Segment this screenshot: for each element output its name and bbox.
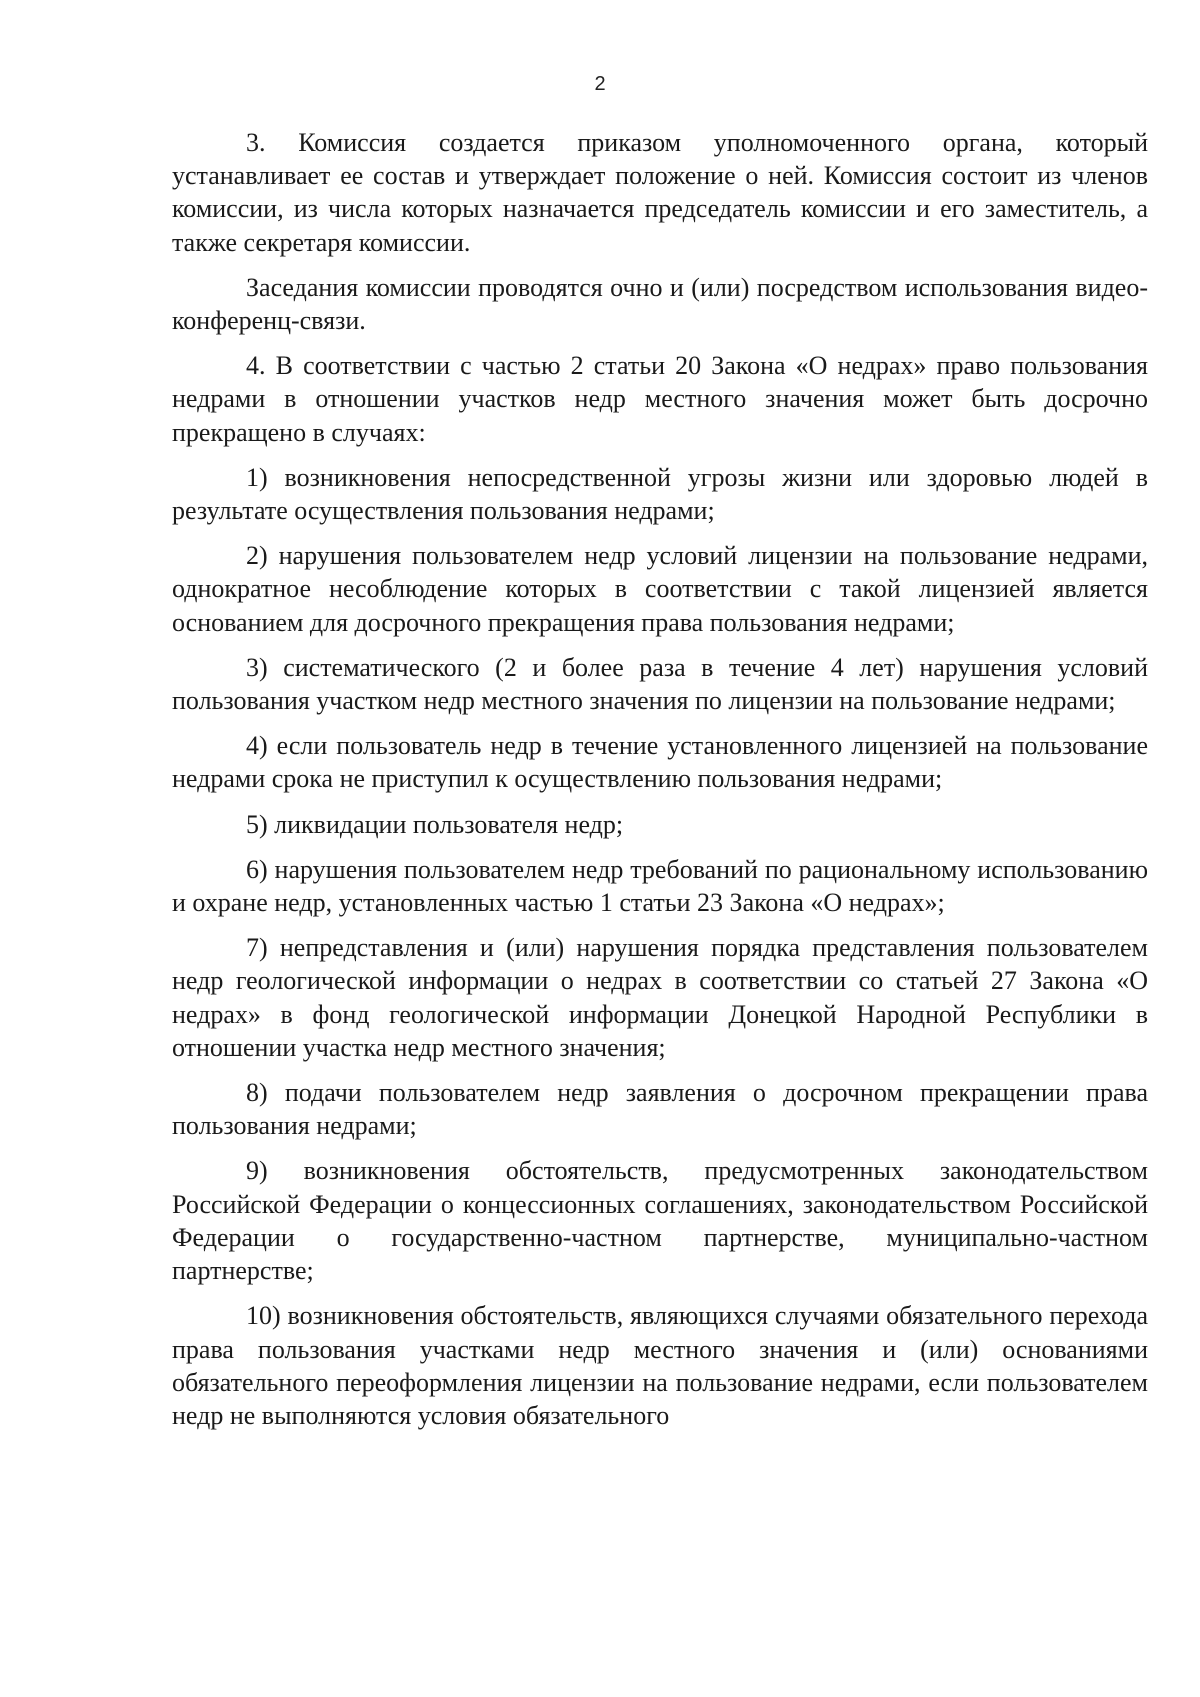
list-item-3: 3) систематического (2 и более раза в течение 4 лет) нарушения условий пользования участком недр местного значения по лицензии на пользование недрами;: [172, 652, 1148, 716]
paragraph-3: 3. Комиссия создается приказом уполномоченного органа, который устанавливает ее состав и утверждает положение о ней. Комиссия состоит из членов комиссии, из числа которых назначается председатель комиссии и его заместитель, а также секретаря комиссии.: [172, 128, 1148, 257]
document-body: [172, 126, 1148, 1444]
list-item-7: 7) непредставления и (или) нарушения порядка представления пользователем недр геологической информации о недрах в соответствии со статьей 27 Закона «О недрах» в фонд геологической информации Донецкой Народной Республики в отношении участка недр местного значения;: [172, 933, 1148, 1062]
list-item-5: 5) ликвидации пользователя недр;: [246, 809, 624, 839]
list-item-10: 10) возникновения обстоятельств, являющихся случаями обязательного перехода права пользования участками недр местного значения и (или) основаниями обязательного переоформления лицензии на пользование недрами, если пользователем недр не выполняются условия обязательного: [172, 1301, 1148, 1430]
paragraph-4: 4. В соответствии с частью 2 статьи 20 Закона «О недрах» право пользования недрами в отношении участков недр местного значения может быть досрочно прекращено в случаях:: [172, 351, 1148, 447]
paragraph-meetings: Заседания комиссии проводятся очно и (или) посредством использования видео-конференц-связи.: [172, 272, 1148, 336]
list-item-8: 8) подачи пользователем недр заявления о досрочном прекращении права пользования недрами;: [172, 1078, 1148, 1141]
list-item-6: 6) нарушения пользователем недр требований по рациональному использованию и охране недр, установленных частью 1 статьи 23 Закона «О недрах»;: [172, 854, 1148, 918]
list-item-9: 9) возникновения обстоятельств, предусмотренных законодательством Российской Федерации о концессионных соглашениях, законодательством Российской Федерации о государственно-частном партнерстве, муниципально-частном партнерстве;: [172, 1156, 1148, 1286]
page-number: 2: [594, 73, 606, 95]
list-item-1: 1) возникновения непосредственной угрозы жизни или здоровью людей в результате осуществления пользования недрами;: [172, 462, 1148, 526]
list-item-4: 4) если пользователь недр в течение установленного лицензией на пользование недрами срока не приступил к осуществлению пользования недрами;: [172, 731, 1148, 794]
list-item-2: 2) нарушения пользователем недр условий лицензии на пользование недрами, однократное несоблюдение которых в соответствии с такой лицензией является основанием для досрочного прекращения права пользования недрами;: [172, 541, 1148, 637]
